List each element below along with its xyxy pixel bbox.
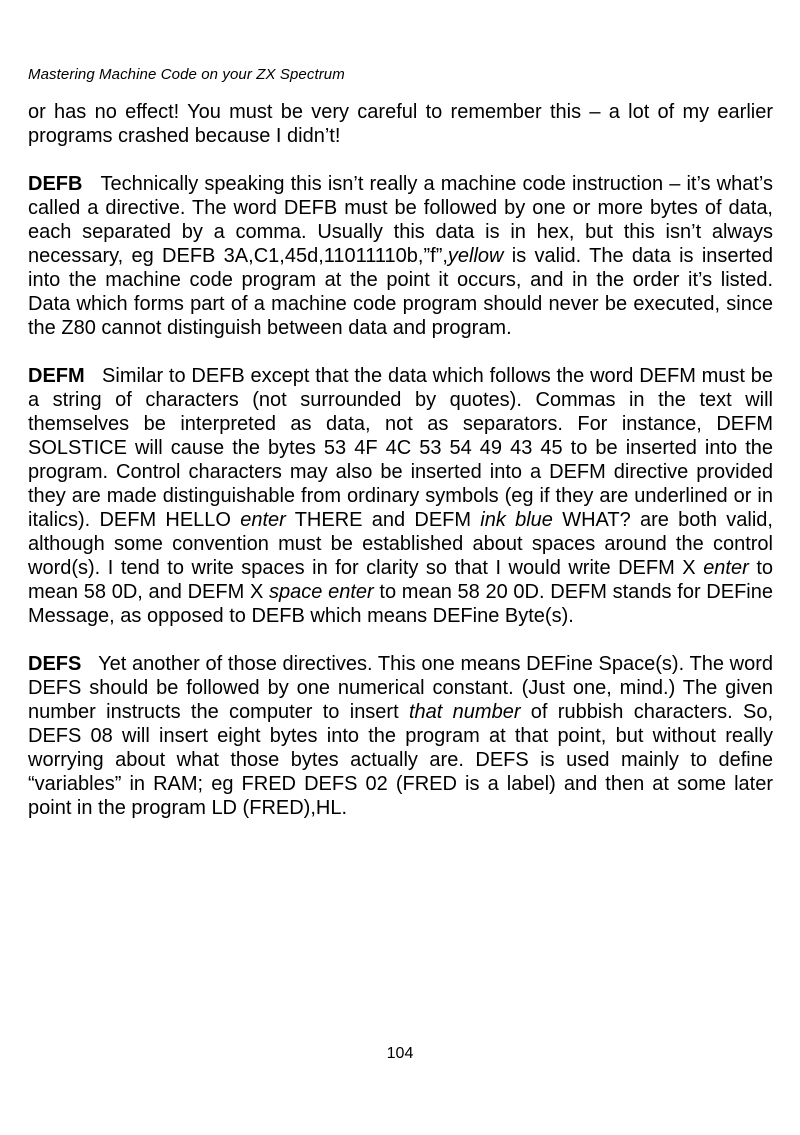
italic-run: space enter: [269, 581, 374, 603]
text-run: is valid. The data is inserted into the machine code program at the point it occurs, and in the order it’s listed. Data which forms part of a machine code program should never be executed, since the Z80 cannot distinguish between data and program.: [28, 245, 773, 339]
text-run: to mean 58 20 0D. DEFM stands for DEFine Message, as opposed to DEFB which means DEFine Byte(s).: [28, 581, 773, 627]
entry-term: DEFM: [28, 365, 85, 387]
entry-defs: [28, 652, 773, 820]
running-header: Mastering Machine Code on your ZX Spectrum: [28, 66, 345, 83]
entry-defb: [28, 172, 773, 340]
italic-run: ink blue: [480, 509, 553, 531]
text-run: THERE and DEFM: [285, 509, 481, 531]
italic-run: yellow: [447, 245, 504, 267]
text-run: Technically speaking this isn’t really a machine code instruction – it’s what’s called a directive. The word DEFB must be followed by one or more bytes of data, each separated by a comma. Usually this data is in hex, but this isn’t always necessary, eg DEFB 3A,C1,45d,11011110b,”f”,: [28, 173, 774, 267]
italic-run: that number: [408, 701, 521, 723]
italic-run: enter: [703, 557, 749, 579]
page-number: 104: [386, 1045, 414, 1062]
continuation-paragraph: [28, 100, 773, 148]
entry-defm: [28, 364, 773, 628]
entry-term: DEFS: [28, 653, 82, 675]
entry-term: DEFB: [28, 173, 83, 195]
text-run: to mean 58 0D, and DEFM X: [28, 557, 773, 603]
text-run: of rubbish characters. So, DEFS 08 will insert eight bytes into the program at that point, but without really worrying about what those bytes actually are. DEFS is used mainly to define “variables” in RAM; eg FRED DEFS 02 (FRED is a label) and then at some later point in the program LD (FRED),HL.: [28, 701, 773, 819]
page-body: [28, 100, 773, 844]
text-run: Yet another of those directives. This one means DEFine Space(s). The word DEFS should be followed by one numerical constant. (Just one, mind.) The given number instructs the computer to insert: [28, 653, 773, 723]
text-run: or has no effect! You must be very careful to remember this – a lot of my earlier programs crashed because I didn’t!: [28, 101, 773, 147]
italic-run: enter: [240, 509, 286, 531]
text-run: Similar to DEFB except that the data which follows the word DEFM must be a string of characters (not surrounded by quotes). Commas in the text will themselves be interpreted as data, not as separators. For instance, DEFM SOLSTICE will cause the bytes 53 4F 4C 53 54 49 43 45 to be inserted into the program. Control characters may also be inserted into a DEFM directive provided they are made distinguishable from ordinary symbols (eg if they are underlined or in italics). DEFM HELLO: [28, 365, 774, 531]
text-run: WHAT? are both valid, although some convention must be established about spaces around the control word(s). I tend to write spaces in for clarity so that I would write DEFM X: [28, 509, 773, 579]
